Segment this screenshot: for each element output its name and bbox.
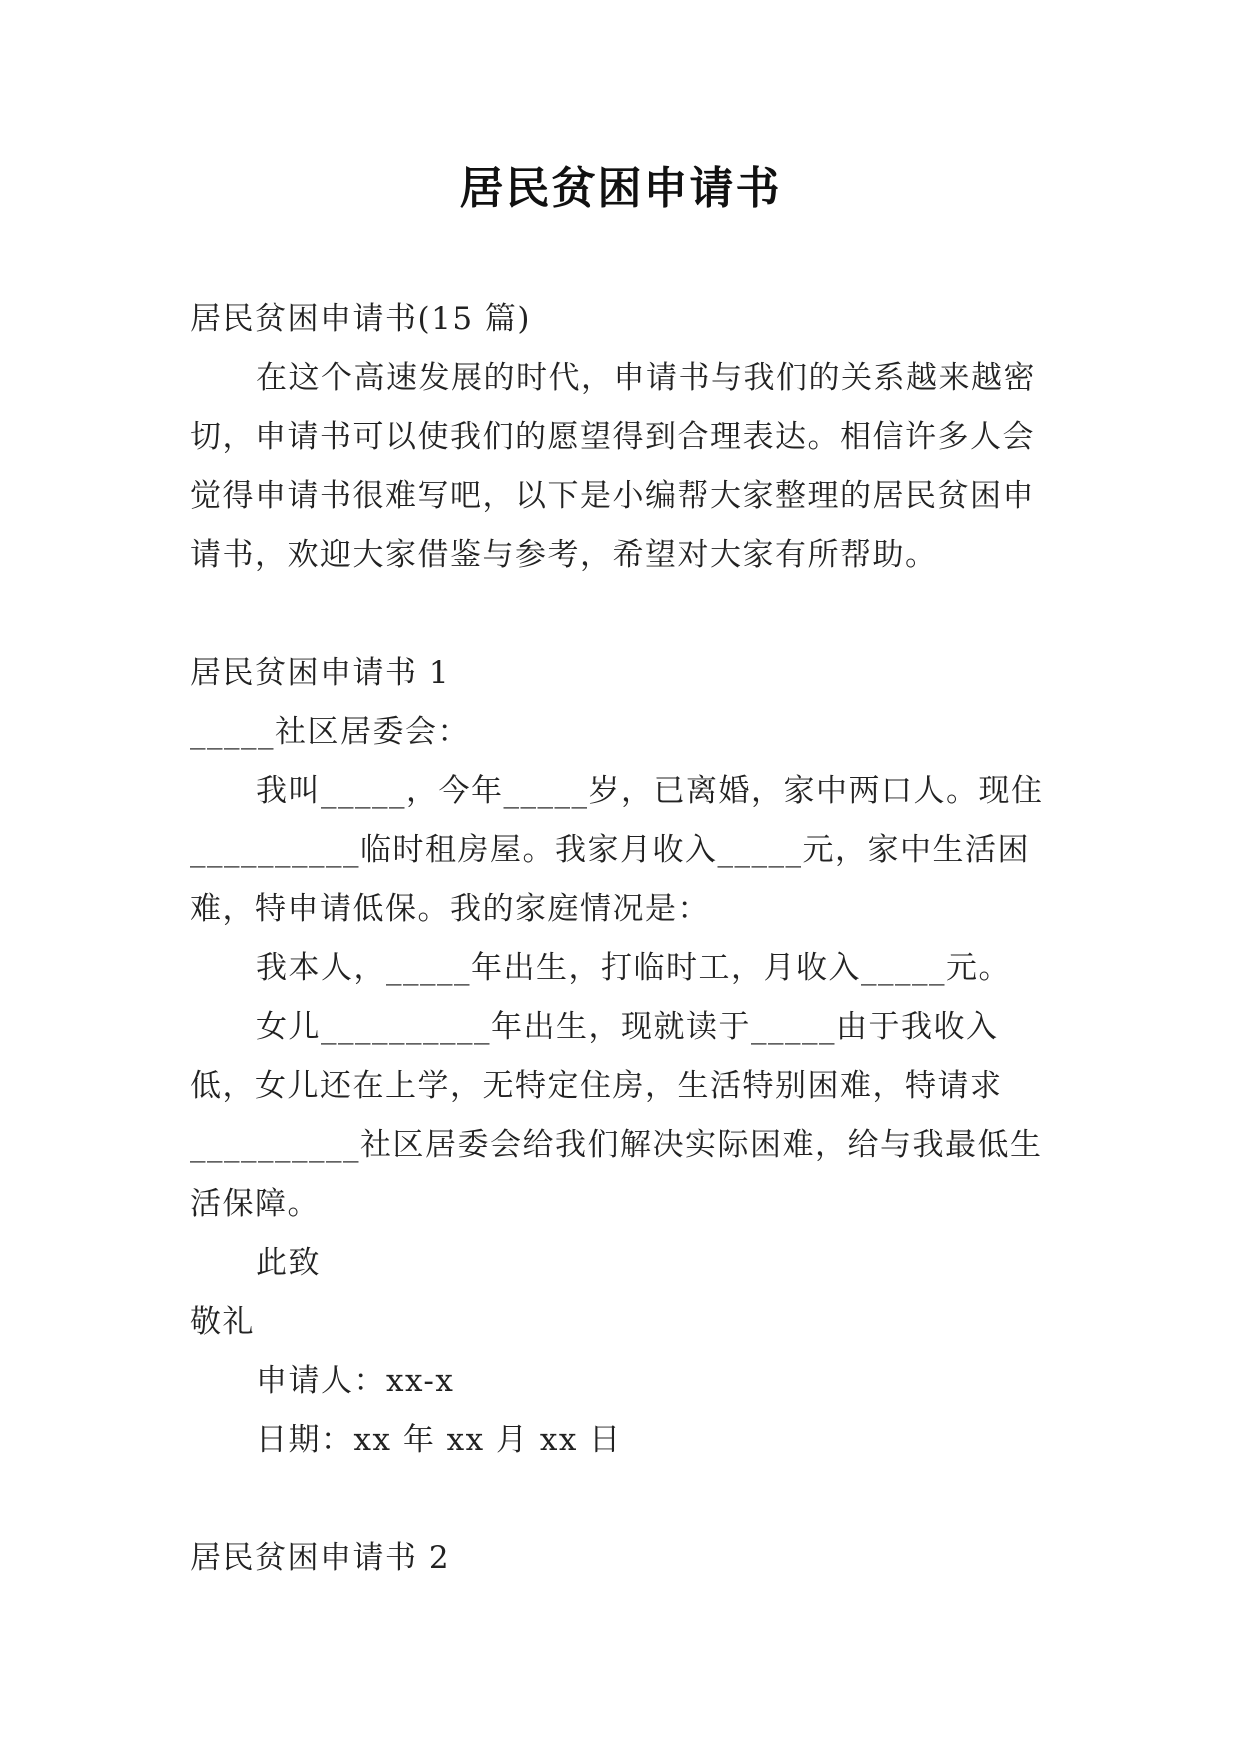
closing-salutation: 此致: [256, 1245, 321, 1281]
intro-paragraph: 在这个高速发展的时代，申请书与我们的关系越来越密切，申请书可以使我们的愿望得到合理表达。相信许多人会觉得申请书很难写吧，以下是小编帮大家整理的居民贫困申请书，欢迎大家借鉴与参考，希望对大家有所帮助。: [190, 360, 1036, 573]
section-1-paragraph-2: 我本人，_____年出生，打临时工，月收入_____元。: [256, 950, 1011, 986]
document-title: 居民贫困申请书: [459, 163, 782, 214]
document-body: [190, 290, 1056, 1588]
date-line: 日期：xx 年 xx 月 xx 日: [256, 1422, 622, 1458]
closing-regards: 敬礼: [190, 1304, 255, 1340]
document-subtitle: 居民贫困申请书(15 篇): [190, 301, 531, 337]
section-2-heading: 居民贫困申请书 2: [190, 1540, 451, 1576]
section-1-heading: 居民贫困申请书 1: [190, 655, 451, 691]
applicant-line: 申请人：xx-x: [256, 1363, 455, 1399]
section-1-paragraph-3: 女儿__________年出生，现就读于_____由于我收入低，女儿还在上学，无特定住房，生活特别困难，特请求__________社区居委会给我们解决实际困难，给与我最低生活保障。: [190, 1009, 1043, 1222]
addressee-line: _____社区居委会：: [190, 714, 470, 750]
section-1-paragraph-1: 我叫_____，今年_____岁，已离婚，家中两口人。现住__________临时租房屋。我家月收入_____元，家中生活困难，特申请低保。我的家庭情况是：: [190, 773, 1044, 927]
